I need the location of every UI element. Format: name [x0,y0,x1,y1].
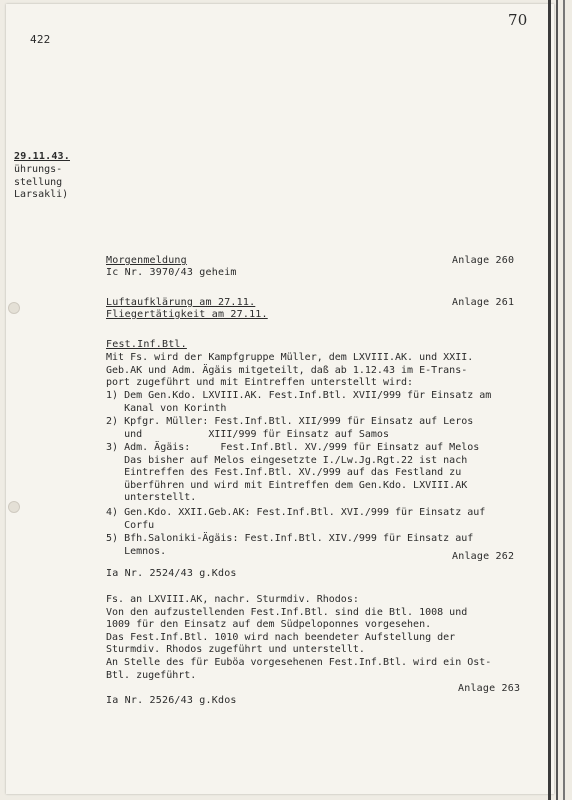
item-number: 5) [106,533,119,544]
aufklaerung-line1: Luftaufklärung am 27.11. [106,297,256,308]
item-line: Kpfgr. Müller: Fest.Inf.Btl. XII/999 für Einsatz auf Leros [124,416,474,427]
festinf-intro [106,352,473,390]
page-number: 70 [508,11,528,29]
item-number: 1) [106,390,119,401]
item-line: unterstellt. [124,492,197,504]
festinf-ref: Ia Nr. 2524/43 g.Kdos [106,568,237,579]
intro-line: port zugeführt und mit Eintreffen unterstellt wird: [106,377,414,389]
anlage-260: Anlage 260 [452,255,515,266]
item-line: Kanal von Korinth [124,402,227,414]
festinf-item-5 [106,533,473,558]
anlage-263: Anlage 263 [458,683,521,694]
item-line: Das bisher auf Melos eingesetzte I./Lw.Jg.Rgt.22 ist nach [124,454,468,466]
festinf-item-4 [106,507,485,532]
item-line: Bfh.Saloniki-Ägäis: Fest.Inf.Btl. XIV./999 für Einsatz auf [124,533,474,544]
punch-hole [8,501,20,513]
corner-number: 422 [30,33,51,46]
intro-line: Geb.AK und Adm. Ägäis mitgeteilt, daß ab 1.12.43 im E-Trans- [106,364,468,376]
item-line: Dem Gen.Kdo. LXVIII.AK. Fest.Inf.Btl. XVII/999 für Einsatz am [124,390,492,401]
page-edge [548,0,551,800]
anlage-261: Anlage 261 [452,297,515,308]
festinf-item-1 [106,390,491,415]
item-number: 2) [106,416,119,427]
item-number: 3) [106,442,119,453]
morgenmeldung-title: Morgenmeldung [106,255,187,266]
item-line: und XIII/999 für Einsatz auf Samos [124,428,389,440]
anlage-262: Anlage 262 [452,551,515,562]
margin-date: 29.11.43. [14,151,70,162]
margin-unit [14,164,68,202]
intro-line: Mit Fs. wird der Kampfgruppe Müller, dem LXVIII.AK. und XXII. [106,352,474,363]
item-number: 4) [106,507,119,518]
rhodos-line: Btl. zugeführt. [106,669,197,681]
item-line: Corfu [124,519,155,531]
rhodos-ref: Ia Nr. 2526/43 g.Kdos [106,695,237,706]
rhodos-line: Von den aufzustellenden Fest.Inf.Btl. sind die Btl. 1008 und [106,606,468,618]
rhodos-line: Sturmdiv. Rhodos zugeführt und unterstellt. [106,644,365,656]
margin-unit-line: Larsakli) [14,189,69,201]
festinf-item-2 [106,416,473,441]
rhodos-line: Das Fest.Inf.Btl. 1010 wird nach beendeter Aufstellung der [106,631,456,643]
aufklaerung-line2: Fliegertätigkeit am 27.11. [106,309,268,320]
fs-rhodos [106,594,491,682]
festinf-item-3 [106,442,479,505]
morgenmeldung-ref: Ic Nr. 3970/43 geheim [106,267,237,278]
item-line: Lemnos. [124,545,167,557]
rhodos-line: 1009 für den Einsatz auf dem Südpeloponnes vorgesehen. [106,619,432,631]
item-line: überführen und wird mit Eintreffen dem Gen.Kdo. LXVIII.AK [124,479,468,491]
item-line: Adm. Ägäis: Fest.Inf.Btl. XV./999 für Einsatz auf Melos [124,442,480,453]
rhodos-line: Fs. an LXVIII.AK, nachr. Sturmdiv. Rhodos: [106,594,359,605]
margin-unit-line: ührungs- [14,164,63,175]
item-line: Eintreffen des Fest.Inf.Btl. XV./999 auf das Festland zu [124,467,462,479]
festinf-heading: Fest.Inf.Btl. [106,339,187,350]
page-edge [556,0,558,800]
item-line: Gen.Kdo. XXII.Geb.AK: Fest.Inf.Btl. XVI./999 für Einsatz auf [124,507,486,518]
document-page [6,4,554,794]
margin-unit-line: stellung [14,176,63,188]
punch-hole [8,302,20,314]
page-edge [563,0,565,800]
rhodos-line: An Stelle des für Euböa vorgesehenen Fest.Inf.Btl. wird ein Ost- [106,656,492,668]
